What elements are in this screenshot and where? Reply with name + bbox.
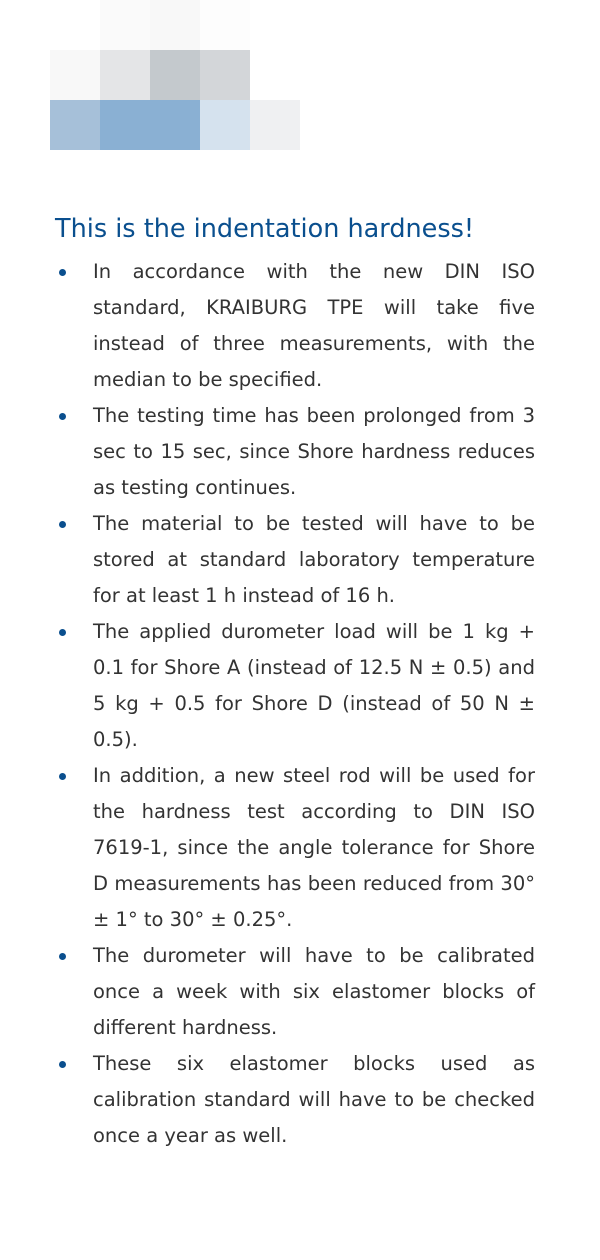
mosaic-tile — [250, 0, 300, 50]
mosaic-tile — [200, 100, 250, 150]
list-item — [55, 506, 535, 614]
mosaic-tile — [150, 100, 200, 150]
list-item-text: These six elastomer blocks used as calibration standard will have to be checked once a year as well. — [93, 1052, 535, 1147]
bullet-icon — [59, 1061, 66, 1068]
list-item — [55, 254, 535, 398]
list-item — [55, 1046, 535, 1154]
mosaic-tile — [100, 50, 150, 100]
bullet-icon — [59, 953, 66, 960]
mosaic-tile — [250, 100, 300, 150]
list-item — [55, 758, 535, 938]
mosaic-tile — [150, 50, 200, 100]
list-item — [55, 938, 535, 1046]
list-item-text: In addition, a new steel rod will be used for the hardness test according to DIN ISO 7619-1, since the angle tolerance for Shore D measurements has been reduced from 30° ± 1° to 30° ± 0.25°. — [93, 764, 535, 931]
mosaic-tile — [50, 0, 100, 50]
mosaic-tile — [100, 100, 150, 150]
list-item — [55, 614, 535, 758]
bullet-icon — [59, 773, 66, 780]
bullet-icon — [59, 629, 66, 636]
list-item-text: The applied durometer load will be 1 kg + 0.1 for Shore A (instead of 12.5 N ± 0.5) and 5 kg + 0.5 for Shore D (instead of 50 N ± 0.5). — [93, 620, 535, 751]
mosaic-tile — [50, 50, 100, 100]
list-item-text: The material to be tested will have to be stored at standard laboratory temperature for at least 1 h instead of 16 h. — [93, 512, 535, 607]
requirements-list — [55, 254, 535, 1154]
list-item-text: In accordance with the new DIN ISO standard, KRAIBURG TPE will take five instead of three measurements, with the median to be specified. — [93, 260, 535, 391]
bullet-icon — [59, 413, 66, 420]
list-item-text: The durometer will have to be calibrated once a week with six elastomer blocks of different hardness. — [93, 944, 535, 1039]
bullet-icon — [59, 269, 66, 276]
mosaic-tile — [200, 50, 250, 100]
bullet-icon — [59, 521, 66, 528]
list-item — [55, 398, 535, 506]
mosaic-tile — [50, 100, 100, 150]
section-heading: This is the indentation hardness! — [55, 214, 475, 244]
mosaic-tile — [100, 0, 150, 50]
mosaic-tile — [200, 0, 250, 50]
list-item-text: The testing time has been prolonged from 3 sec to 15 sec, since Shore hardness reduces as testing continues. — [93, 404, 535, 499]
mosaic-tile — [150, 0, 200, 50]
decorative-mosaic — [50, 0, 300, 150]
mosaic-tile — [250, 50, 300, 100]
